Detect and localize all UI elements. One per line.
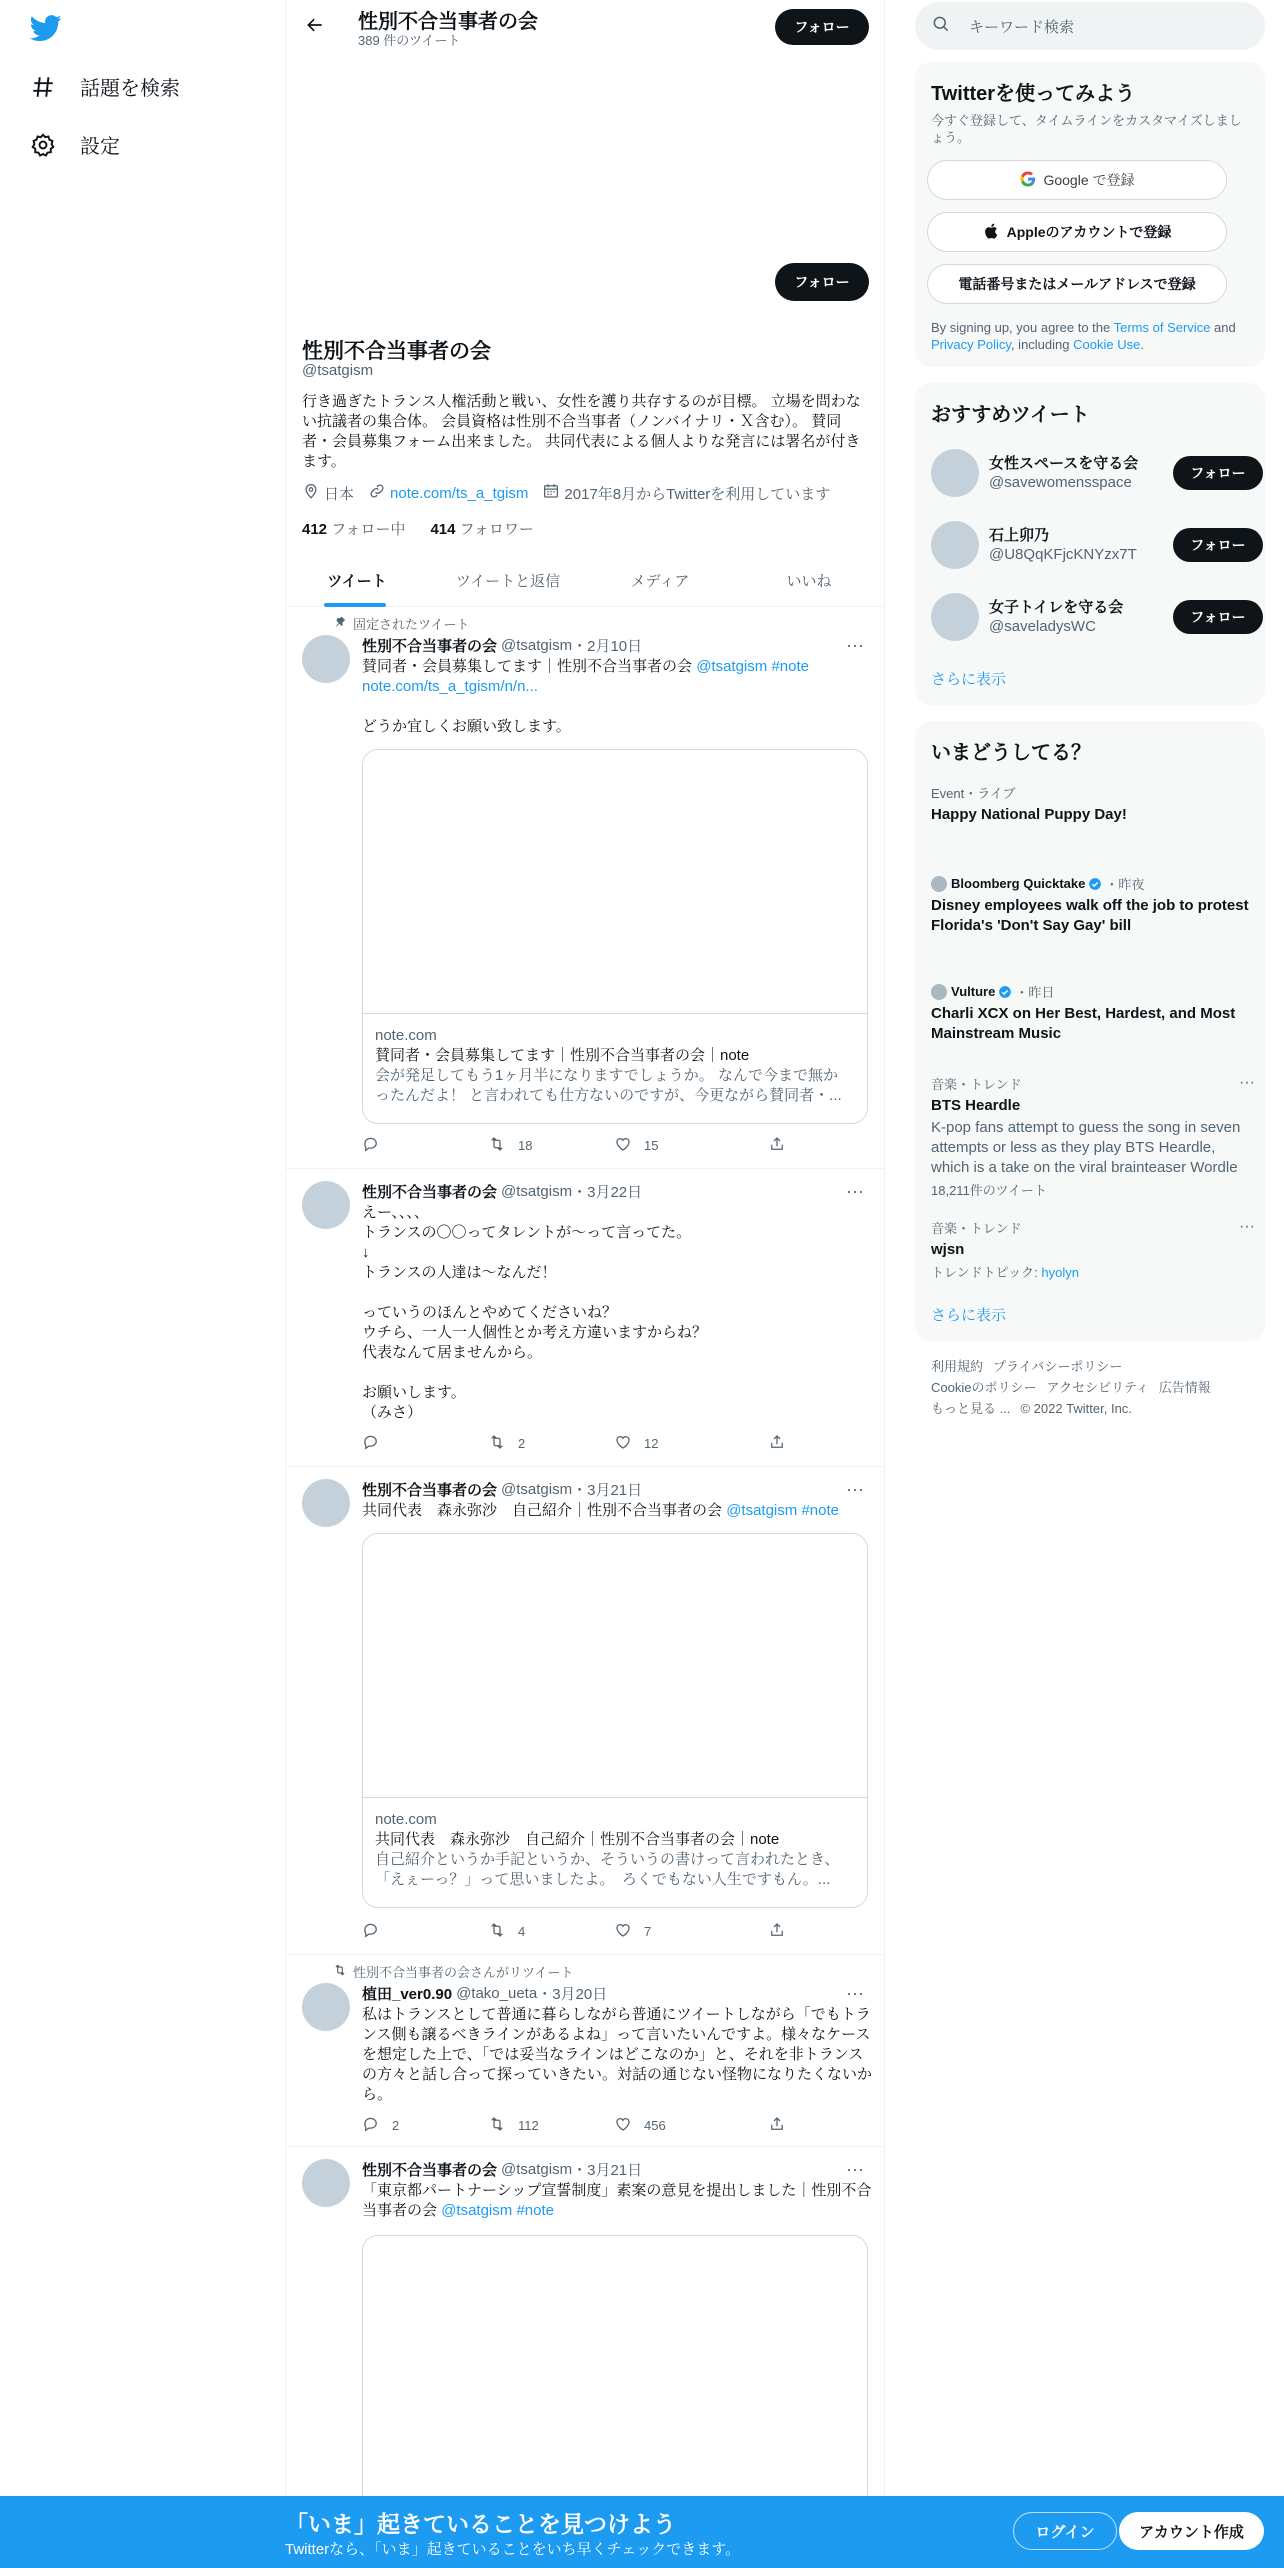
trend-title: Charli XCX on Her Best, Hardest, and Most Mainstream Music (931, 1005, 1236, 1042)
mention-link[interactable]: @tsatgism (726, 1502, 798, 1519)
location-icon (302, 482, 324, 504)
like-button[interactable]: 12 (614, 1433, 658, 1454)
tweet-text: 賛同者・会員募集してます｜性別不合当事者の会 @tsatgism #note note.com/ts_a_tgism/n/n... どうか宜しくお願い致します。 (362, 658, 809, 735)
recommended-user-handle: @savewomensspace (989, 474, 1132, 491)
nav-settings[interactable] (30, 130, 120, 159)
reply-icon (362, 1433, 392, 1454)
retweet-button[interactable]: 18 (488, 1135, 532, 1156)
profile-location: 日本 (324, 485, 355, 503)
tweet-date[interactable]: 3月22日 (587, 1184, 643, 1201)
following-link[interactable]: 412 フォロー中 (302, 521, 406, 538)
retweet-button[interactable]: 112 (488, 2115, 539, 2136)
tab-tweets[interactable]: ツイート (286, 554, 428, 607)
share-icon (768, 1433, 798, 1454)
avatar[interactable] (302, 2159, 350, 2207)
cookie-link[interactable]: Cookie Use (1073, 337, 1141, 352)
like-button[interactable]: 15 (614, 1135, 658, 1156)
link-card-image (363, 1534, 867, 1798)
like-button[interactable]: 456 (614, 2115, 666, 2136)
signup-title: Twitterを使ってみよう (931, 83, 1136, 105)
hashtag-icon (30, 74, 56, 100)
avatar[interactable] (931, 449, 979, 497)
trend-title: Happy National Puppy Day! (931, 806, 1127, 823)
signup-terms: By signing up, you agree to the Terms of Service and Privacy Policy, including Cookie Use. (931, 320, 1236, 352)
footer-ads[interactable]: 広告情報 (1158, 1380, 1211, 1395)
apple-signup-button[interactable]: Appleのアカウントで登録 (927, 212, 1227, 252)
profile-handle: @tsatgism (302, 362, 374, 379)
tweet[interactable] (286, 1467, 885, 1955)
avatar[interactable] (302, 1181, 350, 1229)
recommended-show-more[interactable]: さらに表示 (931, 671, 1007, 688)
trend-item[interactable] (931, 783, 1251, 825)
recommended-user[interactable] (931, 519, 1251, 571)
trend-tweet-count: 18,211件のツイート (931, 1183, 1047, 1198)
retweet-icon (488, 1135, 518, 1156)
trends-title: いまどうしてる？ (931, 742, 1091, 764)
tweet[interactable] (286, 2147, 885, 2500)
more-icon[interactable]: ··· (846, 1982, 864, 2003)
like-icon (614, 1433, 644, 1454)
follow-button[interactable]: フォロー (1173, 456, 1263, 490)
tweet-actions (362, 2115, 802, 2135)
tweet-text: 共同代表 森永弥沙 自己紹介｜性別不合当事者の会 @tsatgism #note (362, 1502, 839, 1519)
link-card-image (363, 2236, 867, 2500)
reply-button[interactable]: 2 (362, 2115, 399, 2136)
trend-topic: トレンドトピック: hyolyn (931, 1265, 1079, 1280)
tweet-header: 性別不合当事者の会 @tsatgism ・ 3月22日 (362, 1183, 643, 1201)
avatar[interactable] (931, 593, 979, 641)
back-arrow-icon (305, 15, 325, 39)
search-input[interactable] (915, 2, 1265, 50)
trend-context: 音楽・トレンド (931, 1221, 1022, 1236)
trend-title: Disney employees walk off the job to protest Florida's 'Don't Say Gay' bill (931, 897, 1249, 934)
trend-item[interactable] (931, 874, 1251, 936)
retweet-icon (488, 1433, 518, 1454)
mention-link[interactable]: @tsatgism (441, 2202, 513, 2219)
footer-more[interactable]: もっと見る ... (931, 1401, 1011, 1416)
retweet-button[interactable]: 2 (488, 1433, 525, 1454)
google-icon (1019, 170, 1043, 191)
apple-icon (983, 222, 1007, 243)
tweet[interactable] (286, 1955, 885, 2147)
avatar[interactable] (302, 1479, 350, 1527)
footer-copyright: © 2022 Twitter, Inc. (1020, 1401, 1132, 1416)
left-nav (0, 0, 285, 2500)
prompt-subtitle: Twitterなら、「いま」起きていることをいち早くチェックできます。 (285, 2541, 741, 2558)
more-icon[interactable]: ··· (1239, 1218, 1255, 1235)
share-icon (768, 2115, 798, 2136)
reply-button[interactable] (362, 1135, 392, 1156)
back-button[interactable] (298, 10, 332, 44)
tweet-author-name[interactable]: 性別不合当事者の会 (362, 2162, 498, 2179)
hashtag-link[interactable]: #note (801, 1502, 839, 1519)
tweet-date[interactable]: 3月20日 (552, 1986, 608, 2003)
tweet-author-handle: @tsatgism (501, 1481, 573, 1498)
url-link[interactable]: note.com/ts_a_tgism/n/n... (362, 678, 538, 695)
link-card-domain: note.com (375, 1811, 437, 1828)
tweet-actions (362, 1921, 802, 1941)
link-card[interactable]: note.com 賛同者・会員募集してます｜性別不合当事者の会｜note 会が発足してもう1ヶ月半になりますでしょうか。 なんで今まで無か ったんだよ！ と言われても仕方ないのですが、今更ながら賛同者・... (362, 749, 868, 1124)
tweet-author-handle: @tsatgism (501, 637, 573, 654)
like-icon (614, 2115, 644, 2136)
footer-cookie[interactable]: Cookieのポリシー (931, 1380, 1037, 1395)
more-icon[interactable]: ··· (846, 634, 864, 655)
tweet-date[interactable]: 3月21日 (587, 1482, 643, 1499)
search-icon (931, 14, 969, 38)
reply-button[interactable] (362, 1433, 392, 1454)
tweet-author-name[interactable]: 植田_ver0.90 (362, 1986, 453, 2003)
link-card-desc: 会が発足してもう1ヶ月半になりますでしょうか。 なんで今まで無か (375, 1067, 838, 1084)
main-column (285, 0, 885, 2500)
recommended-title: おすすめツイート (931, 404, 1090, 426)
recommended-panel (915, 383, 1265, 705)
calendar-icon (542, 482, 564, 504)
source-avatar (931, 876, 947, 892)
link-card-domain: note.com (375, 1027, 437, 1044)
reply-icon (362, 1135, 392, 1156)
trend-item[interactable] (931, 1218, 1255, 1281)
tweet-author-name[interactable]: 性別不合当事者の会 (362, 1482, 498, 1499)
followers-link[interactable]: 414 フォロワー (430, 521, 534, 538)
retweeted-label: 性別不合当事者の会さんがリツイート (333, 1962, 573, 1981)
tweet-text: えー、、、、 トランスの〇〇ってタレントが～って言ってた。 ↓ トランスの人達は～なんだ！ っていうのほんとやめてくださいね？ ウチら、一人一人個性とか考え方違いますからね？ 代表なんて居ませんから。 お願いします。 （みさ） (362, 1204, 708, 1421)
like-button[interactable]: 7 (614, 1921, 651, 1942)
share-button[interactable] (768, 2115, 798, 2136)
avatar[interactable] (931, 521, 979, 569)
footer-terms[interactable]: 利用規約 (931, 1359, 984, 1374)
reply-icon (362, 2115, 392, 2136)
tweet-header: 性別不合当事者の会 @tsatgism ・ 2月10日 (362, 637, 643, 655)
google-signup-button[interactable]: Google で登録 (927, 160, 1227, 200)
tweet-author-handle: @tsatgism (501, 1183, 573, 1200)
share-button[interactable] (768, 1433, 798, 1454)
reply-icon (362, 1921, 392, 1942)
profile-joined: 2017年8月からTwitterを利用しています (564, 485, 831, 503)
tweet-author-handle: @tsatgism (501, 2161, 573, 2178)
tweet-actions (362, 1135, 802, 1155)
gear-icon (30, 132, 56, 158)
header-follow-button[interactable]: フォロー (775, 9, 869, 45)
pinned-label: 固定されたツイート (333, 614, 469, 633)
like-icon (614, 1921, 644, 1942)
share-icon (768, 1135, 798, 1156)
trends-panel (915, 721, 1265, 1341)
profile-name: 性別不合当事者の会 (302, 340, 491, 363)
login-prompt-bar (0, 2496, 1284, 2568)
tab-tweets-and-replies[interactable]: ツイートと返信 (455, 573, 561, 590)
profile-stats (302, 518, 534, 539)
profile-follow-button[interactable]: フォロー (775, 263, 869, 301)
recommended-user-name: 女子トイレを守る会 (989, 599, 1124, 616)
recommended-user-handle: @saveladysWC (989, 618, 1096, 635)
trend-title: BTS Heardle (931, 1097, 1021, 1114)
tweet-header: 性別不合当事者の会 @tsatgism ・ 3月21日 (362, 2161, 643, 2179)
retweet-icon (333, 1963, 353, 1980)
link-card[interactable]: note.com 共同代表 森永弥沙 自己紹介｜性別不合当事者の会｜note 自己紹介というか手記というか、そういうの書けって言われたとき、 「えぇーっ？」って思いましたよ。 ろくでもない人生ですもん。... (362, 1533, 868, 1908)
recommended-user[interactable] (931, 591, 1251, 643)
phone-email-signup-button[interactable]: 電話番号またはメールアドレスで登録 (927, 264, 1227, 304)
link-card-title: 共同代表 森永弥沙 自己紹介｜性別不合当事者の会｜note (375, 1831, 780, 1848)
tweet-text: 「東京都パートナーシップ宣誓制度」素案の意見を提出しました｜性別不合当事者の会 @tsatgism #note (362, 2182, 872, 2219)
right-sidebar (915, 0, 1265, 2500)
tweet-date[interactable]: 3月21日 (587, 2162, 643, 2179)
terms-link[interactable]: Terms of Service (1113, 320, 1211, 335)
profile-tabs (286, 554, 885, 607)
trend-context: Vulture ・昨日 (931, 982, 1251, 1001)
profile-bio: 行き過ぎたトランス人権活動と戦い、女性を護り共存するのが目標。 立場を問わない抗議者の集合体。 会員資格は性別不合当事者（ノンバイナリ・Ｘ含む）。 賛同者・会員募集フォーム出来ました。 共同代表による個人よりな発言には署名が付きます。 (302, 393, 861, 470)
nav-explore-label: 話題を検索 (80, 78, 180, 100)
link-card[interactable] (362, 2235, 868, 2500)
header-title: 性別不合当事者の会 (358, 11, 538, 33)
mention-link[interactable]: @tsatgism (696, 658, 768, 675)
trend-context: Bloomberg Quicktake ・昨夜 (931, 874, 1251, 893)
tweet-header: 性別不合当事者の会 @tsatgism ・ 3月21日 (362, 1481, 643, 1499)
share-button[interactable] (768, 1921, 798, 1942)
nav-explore[interactable] (30, 72, 180, 101)
source-avatar (931, 984, 947, 1000)
recommended-user-name: 石上卯乃 (989, 527, 1050, 544)
more-icon[interactable]: ··· (846, 2158, 864, 2179)
tweet[interactable] (286, 1169, 885, 1467)
tweet-text: 私はトランスとして普通に暮らしながら普通にツイートしながら「でもトランス側も譲るべきラインがあるよね」って言いたいんですよ。様々なケースを想定した上で、「では妥当なラインはどこなのか」と、それを非トランスの方々と話し合って探っていきたい。対話の通じない怪物になりたくないから。 (362, 2006, 873, 2103)
recommended-user[interactable] (931, 447, 1251, 499)
more-icon[interactable]: ··· (846, 1180, 864, 1201)
trend-title: wjsn (931, 1241, 965, 1258)
retweet-icon (488, 1921, 518, 1942)
link-card-desc: 自己紹介というか手記というか、そういうの書けって言われたとき、 (375, 1851, 840, 1868)
profile-header-bar (286, 0, 885, 53)
footer-privacy[interactable]: プライバシーポリシー (993, 1359, 1123, 1374)
profile-meta (302, 482, 844, 504)
tweet-author-handle: @tako_ueta (456, 1985, 538, 2002)
verified-icon (1088, 877, 1102, 891)
recommended-user-handle: @U8QqKFjcKNYzx7T (989, 546, 1137, 563)
trend-description: K-pop fans attempt to guess the song in seven attempts or less as they play BTS Heardle, which is a take on the viral brainteaser Wordle (931, 1119, 1241, 1176)
hashtag-link[interactable]: #note (771, 658, 809, 675)
login-button[interactable]: ログイン (1013, 2512, 1117, 2550)
tweet-date[interactable]: 2月10日 (587, 638, 643, 655)
create-account-button[interactable]: アカウント作成 (1119, 2512, 1264, 2550)
link-icon (368, 482, 390, 504)
tweet-actions (362, 1433, 802, 1453)
trend-context: Event・ライブ (931, 786, 1016, 801)
prompt-title: 「いま」起きていることを見つけよう (285, 2511, 676, 2537)
profile-banner (286, 53, 885, 253)
share-button[interactable] (768, 1135, 798, 1156)
privacy-link[interactable]: Privacy Policy (931, 337, 1011, 352)
follow-button[interactable]: フォロー (1173, 600, 1263, 634)
trend-item[interactable] (931, 982, 1251, 1044)
more-icon[interactable]: ··· (846, 1478, 864, 1499)
footer-accessibility[interactable]: アクセシビリティ (1046, 1380, 1149, 1395)
tweet-header: 植田_ver0.90 @tako_ueta ・ 3月20日 (362, 1985, 608, 2003)
twitter-logo-icon[interactable] (30, 12, 66, 48)
like-icon (614, 1135, 644, 1156)
profile-url-link[interactable]: note.com/ts_a_tgism (390, 484, 529, 502)
nav-settings-label: 設定 (80, 136, 120, 158)
recommended-user-name: 女性スペースを守る会 (989, 455, 1139, 472)
tab-media[interactable]: メディア (630, 573, 690, 590)
header-tweet-count: 389 件のツイート (358, 33, 461, 48)
trends-show-more[interactable]: さらに表示 (931, 1307, 1007, 1324)
search-placeholder: キーワード検索 (969, 18, 1075, 36)
footer-links (931, 1356, 1261, 1419)
tweet[interactable] (286, 607, 885, 1169)
avatar[interactable] (302, 1983, 350, 2031)
reply-button[interactable] (362, 1921, 392, 1942)
link-card-image (363, 750, 867, 1014)
more-icon[interactable]: ··· (1239, 1074, 1255, 1091)
tweet-author-name[interactable]: 性別不合当事者の会 (362, 1184, 498, 1201)
avatar[interactable] (302, 635, 350, 683)
retweet-icon (488, 2115, 518, 2136)
tweet-author-name[interactable]: 性別不合当事者の会 (362, 638, 498, 655)
link-card-title: 賛同者・会員募集してます｜性別不合当事者の会｜note (375, 1047, 750, 1064)
signup-subtitle: 今すぐ登録して、タイムラインをカスタマイズしましょう。 (931, 113, 1242, 145)
share-icon (768, 1921, 798, 1942)
trend-context: 音楽・トレンド (931, 1077, 1022, 1092)
hashtag-link[interactable]: #note (516, 2202, 554, 2219)
follow-button[interactable]: フォロー (1173, 528, 1263, 562)
tab-likes[interactable]: いいね (786, 573, 832, 590)
verified-icon (998, 985, 1012, 999)
pin-icon (333, 615, 353, 632)
retweet-button[interactable]: 4 (488, 1921, 525, 1942)
signup-panel (915, 62, 1265, 367)
trend-item[interactable] (931, 1074, 1255, 1199)
